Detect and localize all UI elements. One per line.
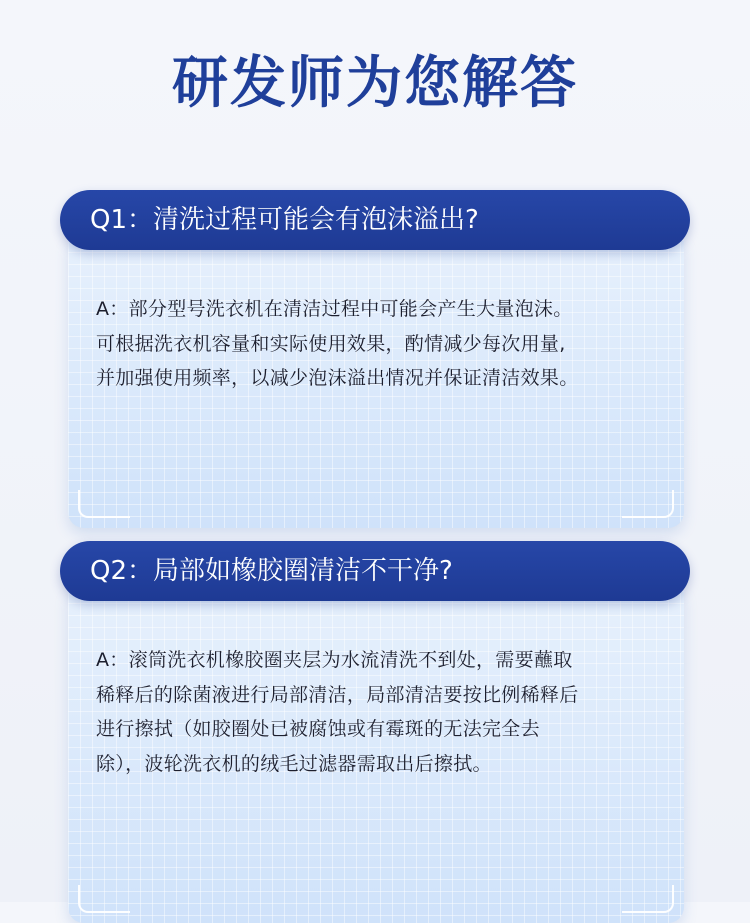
question-text: Q1：清洗过程可能会有泡沫溢出? bbox=[90, 205, 479, 235]
corner-bracket-right-decoration bbox=[622, 885, 674, 913]
answer-line: 可根据洗衣机容量和实际使用效果，酌情减少每次用量, bbox=[96, 332, 566, 355]
answer-panel bbox=[68, 591, 684, 923]
answer-line: 并加强使用频率，以减少泡沫溢出情况并保证清洁效果。 bbox=[96, 367, 579, 389]
answer-line: 稀释后的除菌液进行局部清洁，局部清洁要按比例稀释后 bbox=[96, 683, 579, 706]
corner-bracket-right-decoration bbox=[622, 490, 674, 518]
answer-line: A：滚筒洗衣机橡胶圈夹层为水流清洗不到处，需要蘸取 bbox=[96, 649, 573, 671]
corner-bracket-left-decoration bbox=[78, 885, 130, 913]
corner-bracket-left-decoration bbox=[78, 490, 130, 518]
question-text: Q2：局部如橡胶圈清洁不干净? bbox=[90, 556, 453, 586]
page-title: 研发师为您解答 bbox=[172, 51, 578, 116]
answer-line: A：部分型号洗衣机在清洁过程中可能会产生大量泡沫。 bbox=[96, 298, 573, 320]
qa-card-1 bbox=[60, 190, 690, 528]
question-header bbox=[60, 190, 690, 250]
answer-line: 进行擦拭（如胶圈处已被腐蚀或有霉斑的无法完全去 bbox=[96, 718, 540, 740]
answer-line: 除），波轮洗衣机的绒毛过滤器需取出后擦拭。 bbox=[96, 752, 492, 775]
question-header bbox=[60, 541, 690, 601]
qa-card-2 bbox=[60, 541, 690, 923]
answer-panel bbox=[68, 240, 684, 528]
